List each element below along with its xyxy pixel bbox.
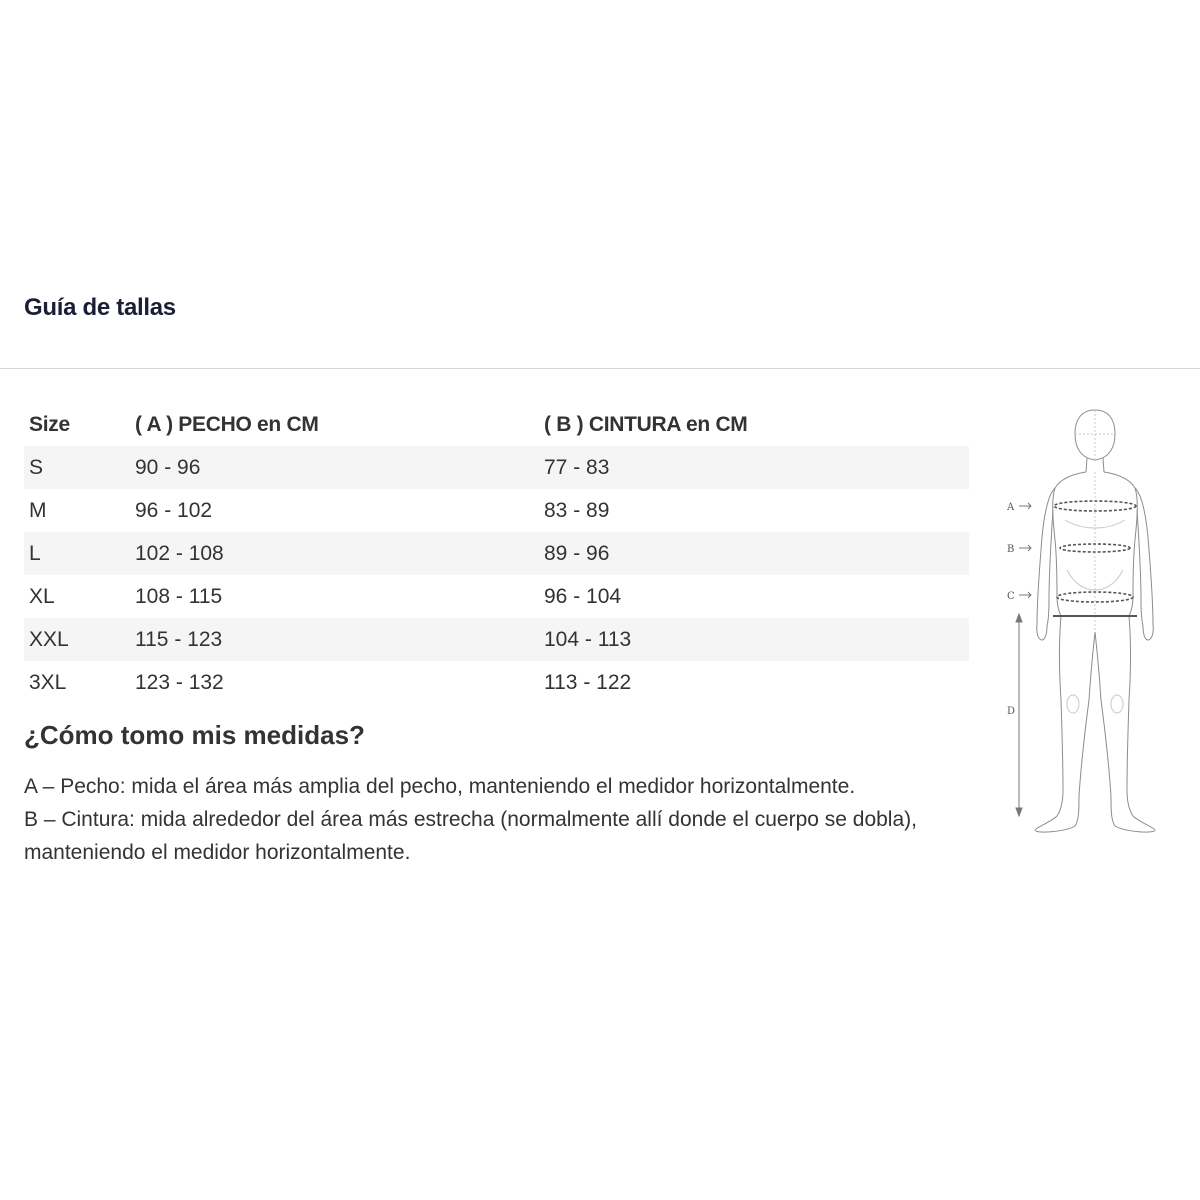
cell-chest: 90 - 96 bbox=[135, 455, 201, 479]
body-measurement-figure-icon bbox=[995, 400, 1175, 840]
title-divider bbox=[0, 368, 1200, 369]
header-size: Size bbox=[29, 412, 70, 436]
header-chest: ( A ) PECHO en CM bbox=[135, 412, 319, 436]
cell-size: XL bbox=[29, 584, 55, 608]
cell-chest: 123 - 132 bbox=[135, 670, 224, 694]
cell-chest: 108 - 115 bbox=[135, 584, 223, 608]
cell-chest: 102 - 108 bbox=[135, 541, 224, 565]
instruction-chest: A – Pecho: mida el área más amplia del pecho, manteniendo el medidor horizontalmente. bbox=[24, 775, 856, 798]
cell-waist: 113 - 122 bbox=[544, 670, 632, 694]
table-row bbox=[24, 575, 969, 618]
cell-chest: 115 - 123 bbox=[135, 627, 223, 651]
cell-waist: 83 - 89 bbox=[544, 498, 610, 522]
instruction-waist: B – Cintura: mida alrededor del área más estrecha (normalmente allí donde el cuerpo se dobla), manteniendo el medidor horizontalmente. bbox=[24, 808, 917, 864]
figure-label-d: D bbox=[1007, 706, 1016, 717]
cell-chest: 96 - 102 bbox=[135, 498, 213, 522]
table-row bbox=[24, 661, 969, 704]
table-row bbox=[24, 489, 969, 532]
cell-size: XXL bbox=[29, 627, 69, 651]
header-waist: ( B ) CINTURA en CM bbox=[544, 412, 748, 436]
cell-size: 3XL bbox=[29, 670, 67, 694]
howto-title: ¿Cómo tomo mis medidas? bbox=[24, 720, 365, 750]
size-table bbox=[24, 403, 969, 704]
figure-label-a: A bbox=[1007, 502, 1015, 513]
cell-waist: 104 - 113 bbox=[544, 627, 632, 651]
cell-waist: 96 - 104 bbox=[544, 584, 622, 608]
cell-waist: 89 - 96 bbox=[544, 541, 610, 565]
table-row bbox=[24, 446, 969, 489]
cell-size: M bbox=[29, 498, 47, 522]
modal-title: Guía de tallas bbox=[24, 294, 176, 321]
cell-size: S bbox=[29, 455, 44, 479]
figure-label-c: C bbox=[1007, 591, 1015, 602]
table-row bbox=[24, 532, 969, 575]
table-row bbox=[24, 618, 969, 661]
cell-size: L bbox=[29, 541, 41, 565]
measurement-instructions bbox=[24, 770, 959, 869]
table-header-row bbox=[24, 403, 969, 446]
figure-label-b: B bbox=[1007, 544, 1015, 555]
cell-waist: 77 - 83 bbox=[544, 455, 610, 479]
